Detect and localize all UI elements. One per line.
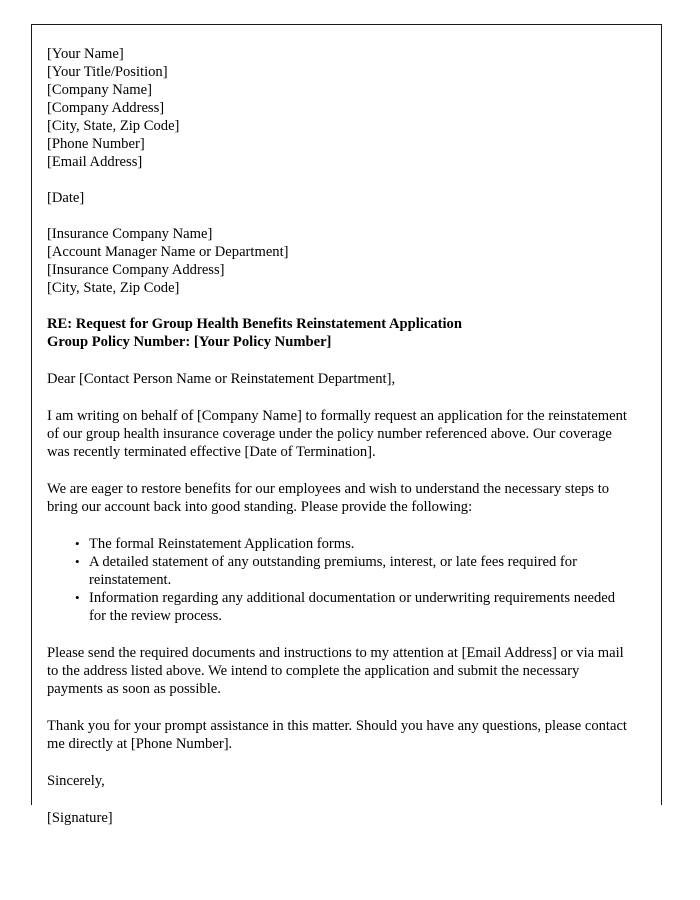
salutation: Dear [Contact Person Name or Reinstatement Department], <box>47 371 396 387</box>
body-paragraph-2: We are eager to restore benefits for our employees and wish to understand the necessary steps to bring our account back into good standing. Please provide the following: <box>47 481 610 515</box>
list-item: • The formal Reinstatement Application forms. <box>89 535 629 553</box>
recipient-address: [Insurance Company Address] <box>47 262 225 278</box>
closing-salutation: Sincerely, <box>47 773 105 789</box>
letter-date: [Date] <box>47 190 85 206</box>
letter-content <box>47 45 629 827</box>
spacer <box>47 625 629 644</box>
body-paragraph-3: Please send the required documents and instructions to my attention at [Email Address] or via mail to the address listed above. We intend to complete the application and submit the necessary payments as soon as possible. <box>47 645 624 697</box>
sender-city-state-zip: [City, State, Zip Code] <box>47 118 180 134</box>
spacer <box>47 790 629 809</box>
recipient-company: [Insurance Company Name] <box>47 226 213 242</box>
sender-company: [Company Name] <box>47 82 152 98</box>
spacer <box>47 207 629 225</box>
subject-policy-line: Group Policy Number: [Your Policy Number] <box>47 334 332 350</box>
recipient-city-state-zip: [City, State, Zip Code] <box>47 280 180 296</box>
requested-items-list <box>47 535 629 625</box>
sender-address-block <box>47 45 629 171</box>
spacer <box>47 388 629 407</box>
spacer <box>47 297 629 315</box>
list-item: • A detailed statement of any outstanding premiums, interest, or late fees required for reinstatement. <box>89 553 629 589</box>
body-paragraph-1: I am writing on behalf of [Company Name] to formally request an application for the reinstatement of our group health insurance coverage under the policy number referenced above. Our coverage was recently terminated effective [Date of Termination]. <box>47 408 627 460</box>
sender-email: [Email Address] <box>47 154 143 170</box>
recipient-contact: [Account Manager Name or Department] <box>47 244 289 260</box>
spacer <box>47 351 629 370</box>
sender-company-address: [Company Address] <box>47 100 165 116</box>
spacer <box>47 753 629 772</box>
list-item: • Information regarding any additional documentation or underwriting requirements needed for the review process. <box>89 589 629 625</box>
spacer <box>47 698 629 717</box>
sender-name: [Your Name] <box>47 46 124 62</box>
subject-block <box>47 315 629 351</box>
recipient-address-block <box>47 225 629 297</box>
signature-placeholder: [Signature] <box>47 810 113 826</box>
document-page <box>31 24 662 826</box>
sender-phone: [Phone Number] <box>47 136 145 152</box>
spacer <box>47 516 629 535</box>
date-block <box>47 189 629 207</box>
body-paragraph-4: Thank you for your prompt assistance in this matter. Should you have any questions, please contact me directly at [Phone Number]. <box>47 718 627 752</box>
subject-re-line: RE: Request for Group Health Benefits Reinstatement Application <box>47 316 462 332</box>
spacer <box>47 461 629 480</box>
sender-title: [Your Title/Position] <box>47 64 168 80</box>
spacer <box>47 171 629 189</box>
